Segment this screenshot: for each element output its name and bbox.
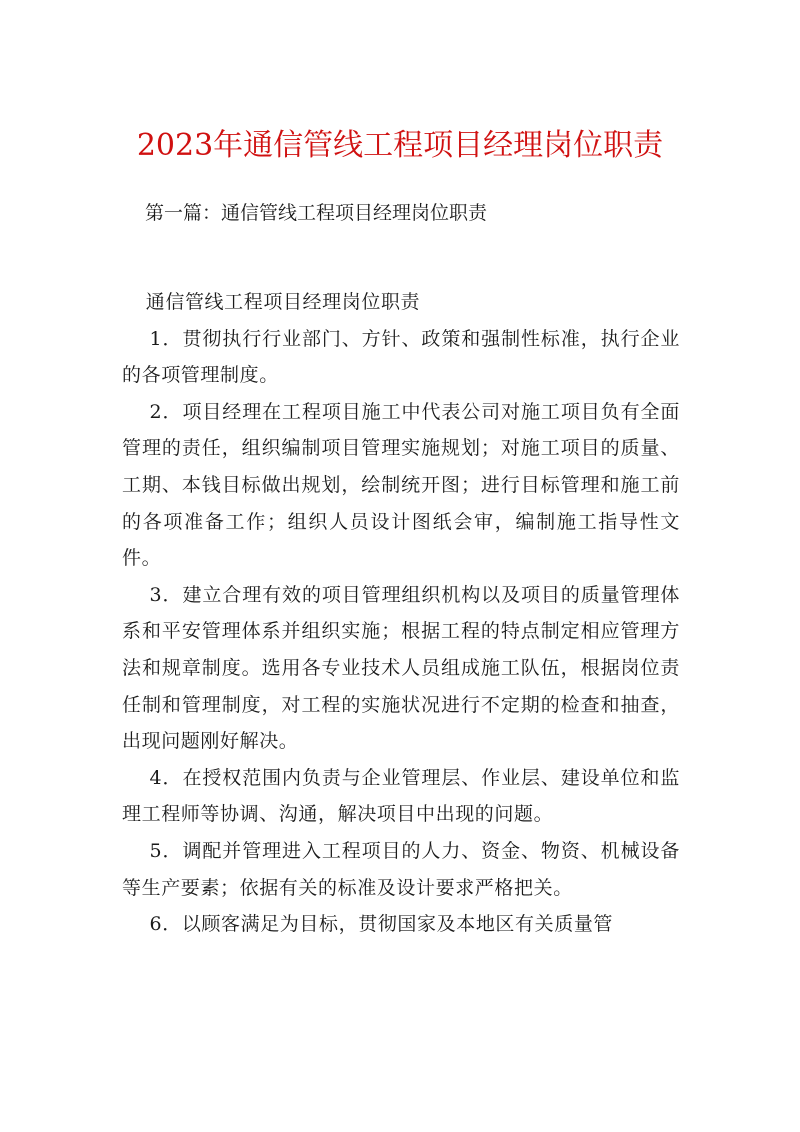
paragraph-1: 1．贯彻执行行业部门、方针、政策和强制性标准，执行企业的各项管理制度。 (122, 327, 680, 387)
paragraph-6: 6．以顾客满足为目标，贯彻国家及本地区有关质量管 (149, 913, 614, 936)
document-title: 2023年通信管线工程项目经理岗位职责 (136, 128, 664, 163)
document-body (122, 284, 680, 943)
paragraph-3: 3．建立合理有效的项目管理组织机构以及项目的质量管理体系和平安管理体系并组织实施；根据工程的特点制定相应管理方法和规章制度。选用各专业技术人员组成施工队伍，根据岗位责任制和管理制度，对工程的实施状况进行不定期的检查和抽查，出现问题刚好解决。 (122, 583, 680, 753)
paragraph-5: 5．调配并管理进入工程项目的人力、资金、物资、机械设备等生产要素；依据有关的标准及设计要求严格把关。 (122, 839, 680, 899)
section-heading: 通信管线工程项目经理岗位职责 (145, 291, 421, 313)
paragraph-2: 2．项目经理在工程项目施工中代表公司对施工项目负有全面管理的责任，组织编制项目管理实施规划；对施工项目的质量、工期、本钱目标做出规划，绘制统开图；进行目标管理和施工前的各项准备工作；组织人员设计图纸会审，编制施工指导性文件。 (122, 400, 680, 570)
paragraph-4: 4．在授权范围内负责与企业管理层、作业层、建设单位和监理工程师等协调、沟通，解决项目中出现的问题。 (122, 766, 680, 826)
document-subtitle: 第一篇：通信管线工程项目经理岗位职责 (145, 202, 488, 224)
